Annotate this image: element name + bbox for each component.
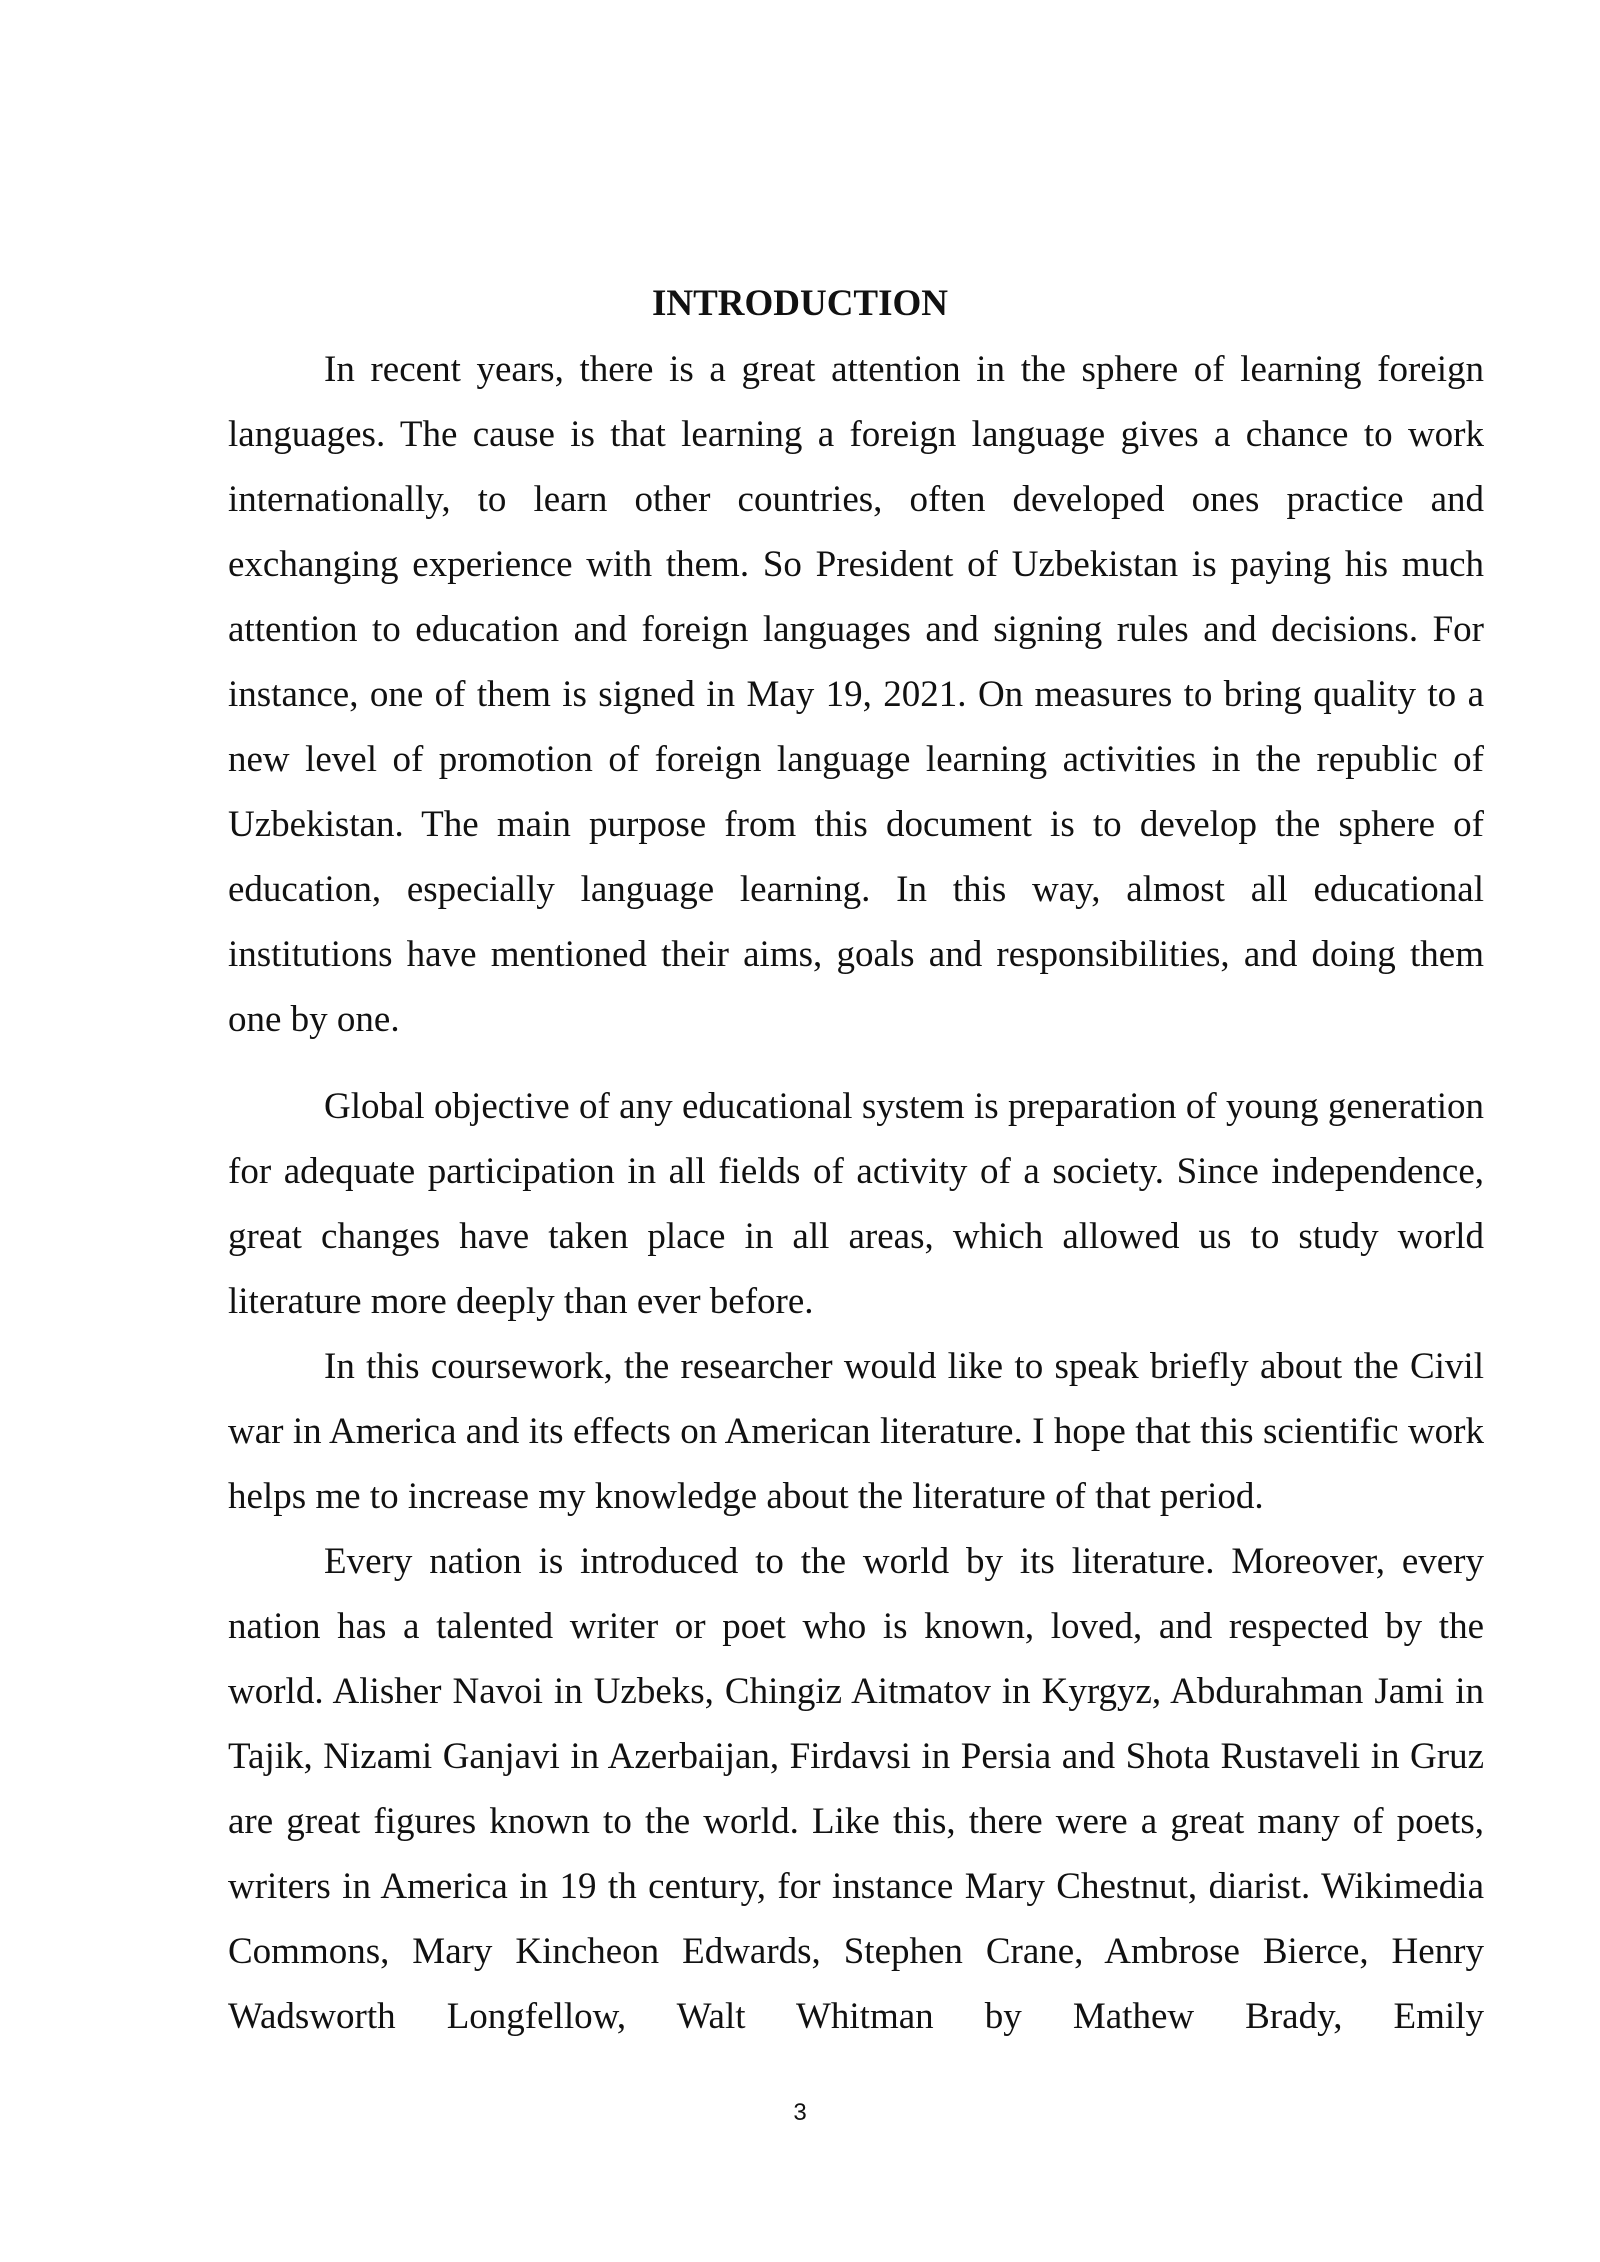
paragraph-1: In recent years, there is a great attention in the sphere of learning foreign languages. The cause is that learning a foreign language gives a chance to work internationally, to learn other countries, often developed ones practice and exchanging experience with them. So President of Uzbekistan is paying his much attention to education and foreign languages and signing rules and decisions. For instance, one of them is signed in May 19, 2021. On measures to bring quality to a new level of promotion of foreign language learning activities in the republic of Uzbekistan. The main purpose from this document is to develop the sphere of education, especially language learning. In this way, almost all educational institutions have mentioned their aims, goals and responsibilities, and doing them one by one. bbox=[228, 349, 1484, 1040]
paragraph-2: Global objective of any educational system is preparation of young generation for adequate participation in all fields of activity of a society. Since independence, great changes have taken place in all areas, which allowed us to study world literature more deeply than ever before. bbox=[228, 1086, 1484, 1322]
body-text bbox=[228, 337, 1484, 2049]
page-number: 3 bbox=[793, 2099, 807, 2126]
paragraph-3: In this coursework, the researcher would like to speak briefly about the Civil war in America and its effects on American literature. I hope that this scientific work helps me to increase my knowledge about the literature of that period. bbox=[228, 1346, 1484, 1517]
page-title: INTRODUCTION bbox=[651, 283, 949, 324]
paragraph-4: Every nation is introduced to the world by its literature. Moreover, every nation has a talented writer or poet who is known, loved, and respected by the world. Alisher Navoi in Uzbeks, Chingiz Aitmatov in Kyrgyz, Abdurahman Jami in Tajik, Nizami Ganjavi in Azerbaijan, Firdavsi in Persia and Shota Rustaveli in Gruz are great figures known to the world. Like this, there were a great many of poets, writers in America in 19 th century, for instance Mary Chestnut, diarist. Wikimedia Commons, Mary Kincheon Edwards, Stephen Crane, Ambrose Bierce, Henry Wadsworth Longfellow, Walt Whitman by Mathew Brady, Emily bbox=[228, 1541, 1484, 2037]
